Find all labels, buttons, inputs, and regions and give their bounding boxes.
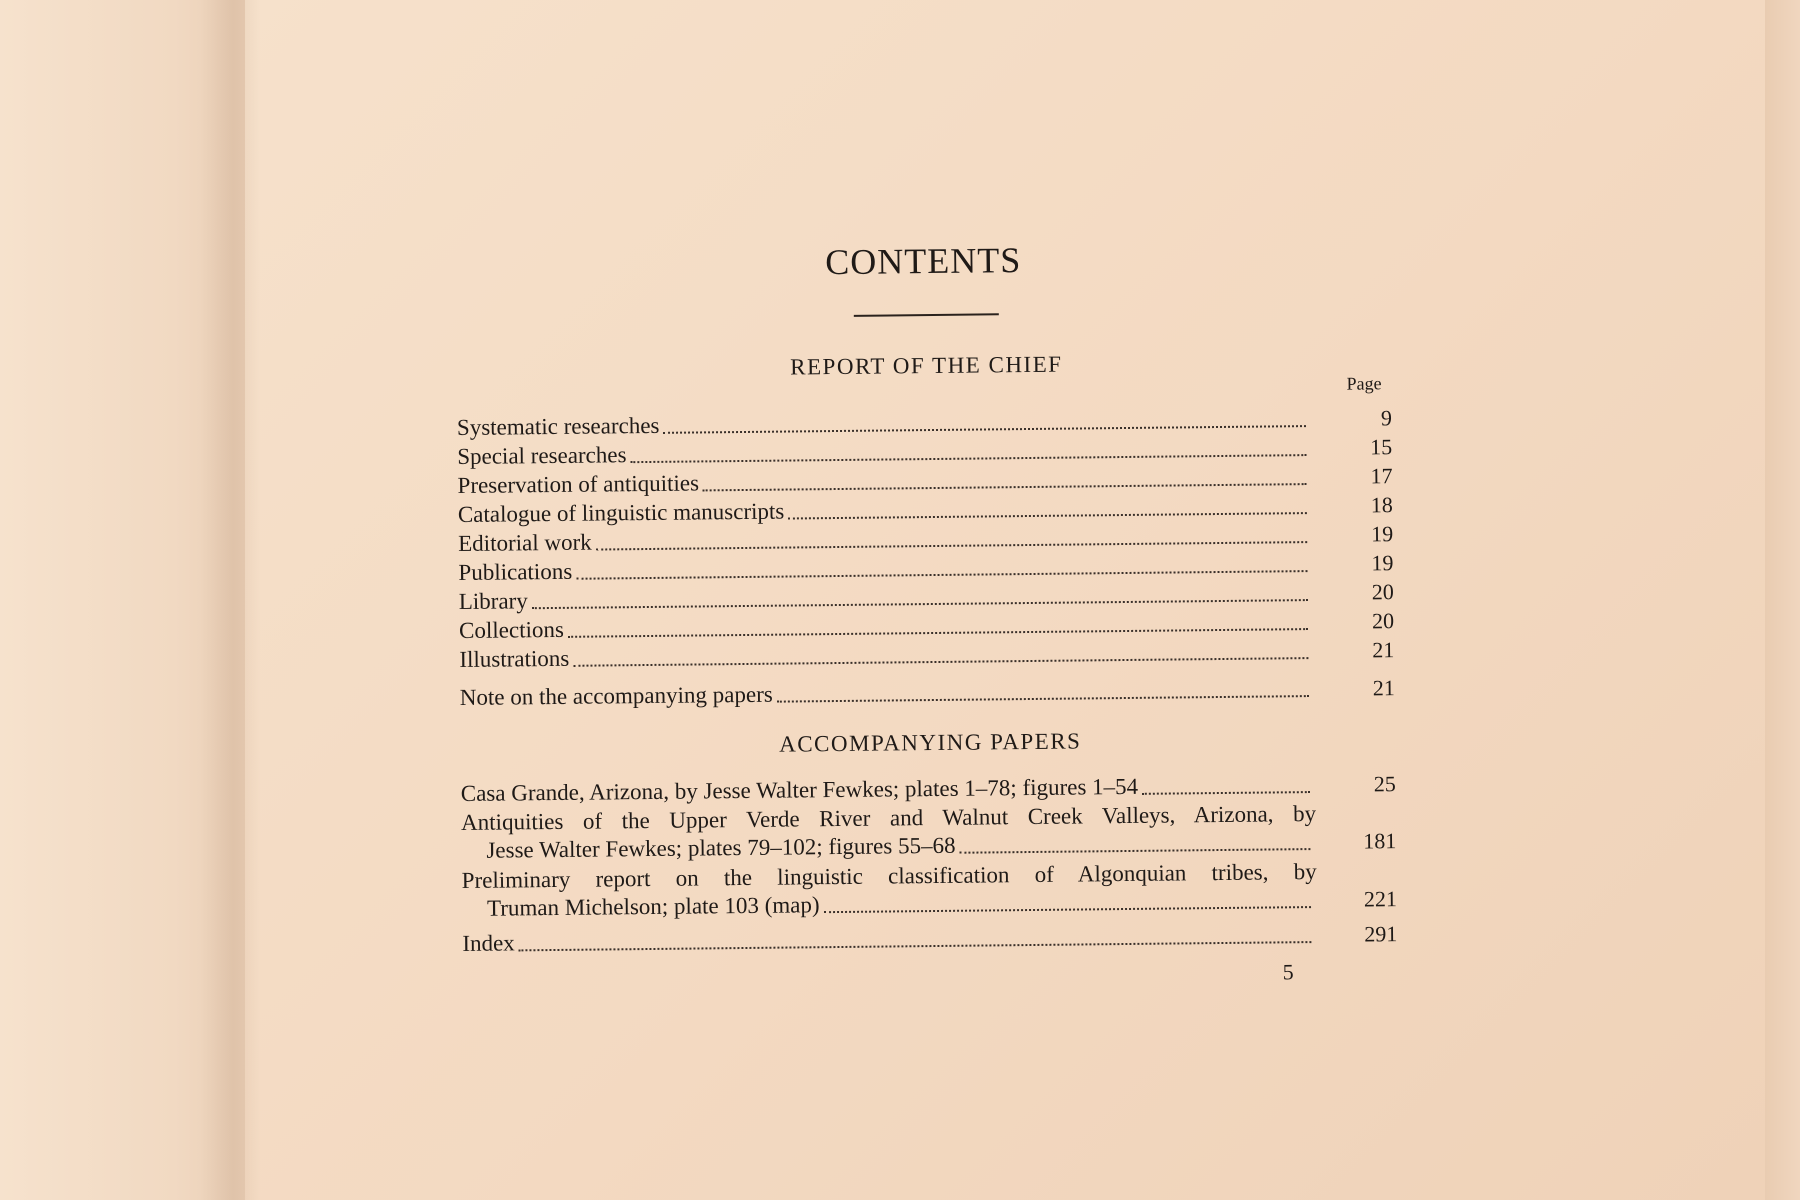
toc-entry-page: 221 [1363,886,1398,912]
toc-entry-page: 21 [1372,637,1395,663]
toc-entry-page: 18 [1370,492,1393,518]
right-page-edge [1765,0,1800,1200]
toc-entry-page: 19 [1370,521,1394,547]
dot-leader [596,541,1307,550]
dot-leader [576,570,1307,580]
toc-entry-page: 9 [1380,405,1393,431]
dot-leader [573,657,1308,667]
dot-leader [777,695,1309,703]
toc-entry-text: Systematic researches [456,412,660,440]
toc-entry-text: Special researches [457,442,627,469]
gutter-shadow [200,0,260,1200]
dot-leader [1142,791,1310,795]
toc-entry-text: Preservation of antiquities [457,470,700,498]
page-column-label: Page [1346,373,1382,394]
toc-entry-text: Library [458,588,528,614]
toc-entry-page: 19 [1371,550,1394,576]
toc-entry-page: 21 [1372,675,1395,701]
dot-leader [960,848,1311,854]
toc-entry-text: Note on the accompanying papers [459,681,773,710]
toc-entry-text: Collections [458,616,564,643]
dot-leader [568,628,1308,638]
dot-leader [703,483,1307,491]
toc-entry-text: Casa Grande, Arizona, by Jesse Walter Fewkes; plates 1–78; figures 1–54 [460,773,1139,806]
toc-entry-page: 181 [1363,828,1397,854]
toc-entry-text: Catalogue of linguistic manuscripts [457,498,785,527]
toc-entry-text-line1: Preliminary report on the linguistic classification of Algonquian tribes, by [461,859,1317,893]
toc-entry-text-line2: Truman Michelson; plate 103 (map) [486,892,820,921]
dot-leader [663,425,1306,434]
papers-section-heading: ACCOMPANYING PAPERS [779,728,1082,757]
toc-entry-page: 20 [1371,579,1394,605]
page-title: CONTENTS [825,240,1022,283]
dot-leader [788,512,1307,519]
toc-entry-text-line2: Jesse Walter Fewkes; plates 79–102; figures 55–68 [486,832,956,863]
page-number-folio: 5 [1282,959,1294,985]
toc-entry-text-line1: Antiquities of the Upper Verde River and Walnut Creek Valleys, Arizona, by [460,801,1317,835]
report-section-heading: REPORT OF THE CHIEF [790,351,1063,380]
toc-entry-text: Publications [458,558,573,585]
toc-entry-multiline [462,857,1398,923]
dot-leader [824,906,1311,913]
toc-entry-text: Index [462,930,515,956]
toc-entry-page: 17 [1370,463,1393,489]
toc-entry-text: Illustrations [459,645,570,672]
dot-leader [631,454,1307,463]
toc-entry-page: 291 [1364,921,1398,947]
dot-leader [532,599,1308,609]
toc-entry-text: Editorial work [458,529,592,556]
toc-entry-page: 20 [1371,608,1395,634]
dot-leader [519,941,1312,951]
toc-entry-multiline [461,799,1397,865]
toc-entry-page: 15 [1370,434,1393,460]
toc-entry-page: 25 [1373,771,1396,797]
